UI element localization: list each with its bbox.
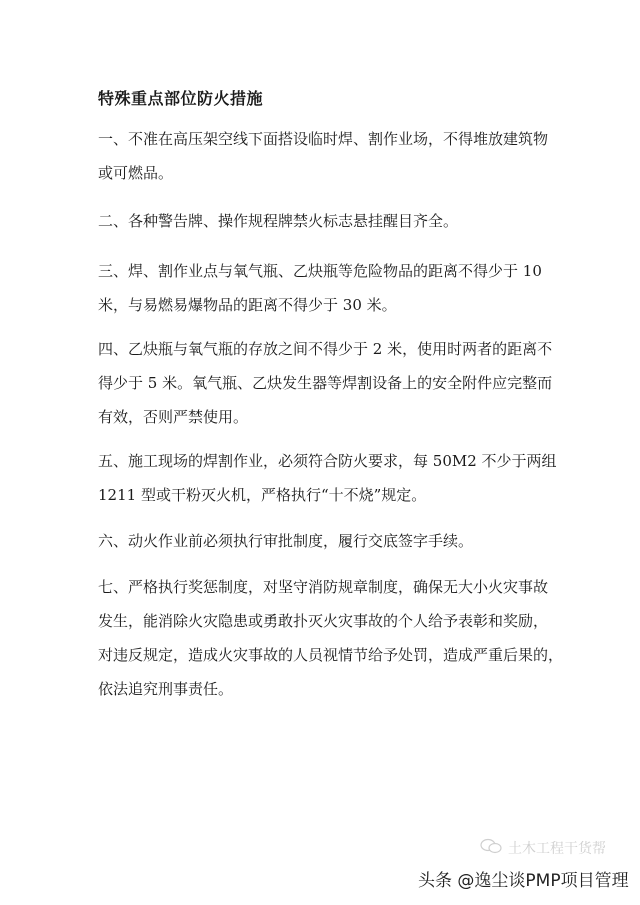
paragraph-1 [98, 122, 558, 190]
paragraph-4 [98, 332, 558, 434]
faint-watermark: 土木工程干货帮 [508, 841, 606, 857]
paragraph-line: 七、严格执行奖惩制度，对坚守消防规章制度，确保无大小火灾事故 [98, 578, 549, 596]
paragraph-line: 四、乙炔瓶与氧气瓶的存放之间不得少于 2 米，使用时两者的距离不 [98, 340, 553, 358]
paragraph-line: 六、动火作业前必须执行审批制度，履行交底签字手续。 [98, 532, 474, 550]
paragraph-3 [98, 254, 558, 322]
paragraph-line: 1211 型或干粉灭火机，严格执行“十不烧”规定。 [98, 486, 427, 504]
paragraph-line: 五、施工现场的焊割作业，必须符合防火要求，每 50M2 不少于两组 [98, 452, 557, 470]
paragraph-6 [98, 524, 558, 558]
paragraph-line: 或可燃品。 [98, 164, 174, 182]
paragraph-5 [98, 444, 558, 512]
paragraph-line: 发生，能消除火灾隐患或勇敢扑灭火灾事故的个人给予表彰和奖励， [98, 612, 549, 630]
paragraph-line: 米，与易燃易爆物品的距离不得少于 30 米。 [98, 296, 397, 314]
paragraph-2 [98, 204, 558, 238]
paragraph-line: 三、焊、割作业点与氧气瓶、乙炔瓶等危险物品的距离不得少于 10 [98, 262, 542, 280]
paragraph-line: 有效，否则严禁使用。 [98, 408, 249, 426]
document-title: 特殊重点部位防火措施 [98, 89, 264, 108]
paragraph-7 [98, 570, 564, 706]
watermark: 头条 @逸尘谈PMP项目管理 [418, 871, 629, 891]
paragraph-line: 依法追究刑事责任。 [98, 680, 234, 698]
paragraph-line: 得少于 5 米。氧气瓶、乙炔发生器等焊割设备上的安全附件应完整而 [98, 374, 553, 392]
wechat-icon [480, 838, 502, 854]
paragraph-line: 二、各种警告牌、操作规程牌禁火标志悬挂醒目齐全。 [98, 212, 459, 230]
paragraph-line: 对违反规定，造成火灾事故的人员视情节给予处罚，造成严重后果的， [98, 646, 564, 664]
paragraph-line: 一、不准在高压架空线下面搭设临时焊、割作业场，不得堆放建筑物 [98, 130, 549, 148]
